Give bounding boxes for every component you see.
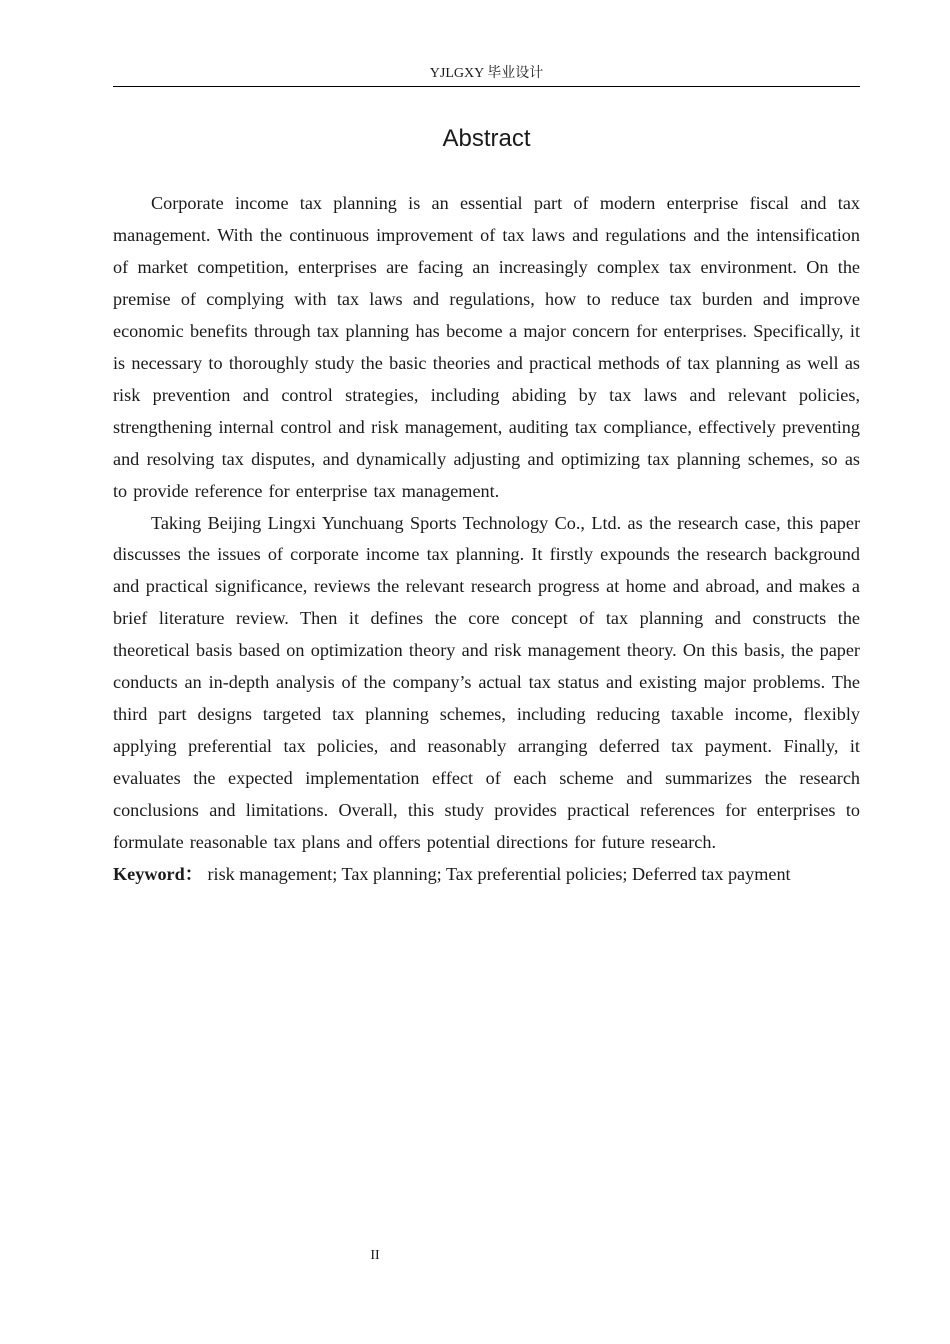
page-header <box>113 64 860 87</box>
abstract-body <box>113 188 860 891</box>
header-text: YJLGXY 毕业设计 <box>429 66 544 81</box>
keyword-line <box>113 859 860 891</box>
abstract-paragraph: Corporate income tax planning is an essential part of modern enterprise fiscal and tax management. With the continuous improvement of tax laws and regulations and the intensification of market competition, enterprises are facing an increasingly complex tax environment. On the premise of complying with tax laws and regulations, how to reduce tax burden and improve economic benefits through tax planning has become a major concern for enterprises. Specifically, it is necessary to thoroughly study the basic theories and practical methods of tax planning as well as risk prevention and control strategies, including abiding by tax laws and relevant policies, strengthening internal control and risk management, auditing tax compliance, effectively preventing and resolving tax disputes, and dynamically adjusting and optimizing tax planning schemes, so as to provide reference for enterprise tax management. <box>113 193 860 501</box>
keyword-list: risk management; Tax planning; Tax preferential policies; Deferred tax payment <box>202 864 791 885</box>
page-number: II <box>370 1248 380 1263</box>
abstract-title: Abstract <box>442 125 531 152</box>
keyword-label: Keyword： <box>113 864 203 885</box>
abstract-paragraph: Taking Beijing Lingxi Yunchuang Sports Technology Co., Ltd. as the research case, this paper discusses the issues of corporate income tax planning. It firstly expounds the research background and practical significance, reviews the relevant research progress at home and abroad, and makes a brief literature review. Then it defines the core concept of tax planning and constructs the theoretical basis based on optimization theory and risk management theory. On this basis, the paper conducts an in-depth analysis of the company’s actual tax status and existing major problems. The third part designs targeted tax planning schemes, including reducing taxable income, flexibly applying preferential tax policies, and reasonably arranging deferred tax payment. Finally, it evaluates the expected implementation effect of each scheme and summarizes the research conclusions and limitations. Overall, this study provides practical references for enterprises to formulate reasonable tax plans and offers potential directions for future research. <box>113 512 860 853</box>
